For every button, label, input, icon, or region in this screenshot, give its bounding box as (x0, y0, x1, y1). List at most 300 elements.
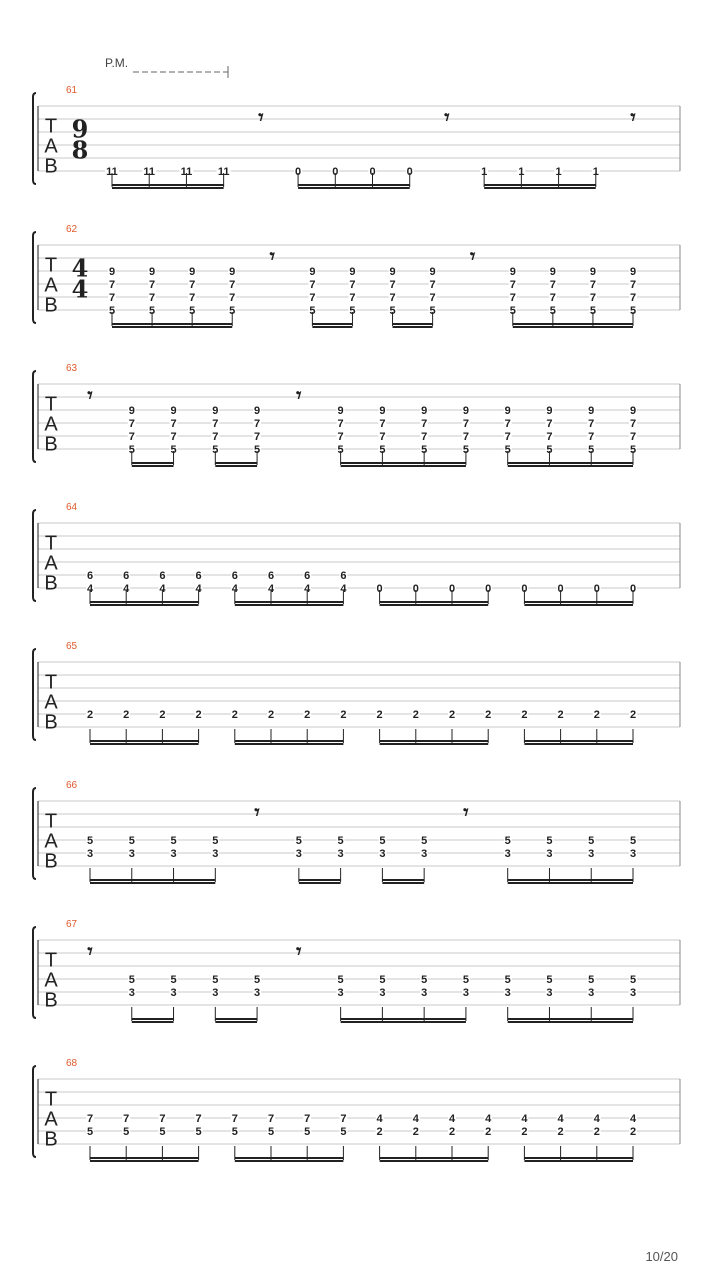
fret-number: 6 (267, 570, 275, 582)
tab-clef-letter: T (44, 1088, 58, 1111)
beam (341, 465, 466, 467)
fret-number: 2 (412, 709, 419, 721)
fret-number: 3 (379, 848, 386, 860)
staff-bracket (33, 93, 36, 184)
tab-clef-letter: B (44, 294, 58, 317)
fret-number: 5 (123, 1126, 130, 1138)
eighth-rest: 𝄾 (258, 105, 264, 129)
fret-number: 2 (412, 1126, 419, 1138)
fret-number: 4 (123, 583, 130, 595)
fret-number: 9 (108, 266, 116, 278)
fret-number: 2 (86, 709, 94, 721)
fret-number: 7 (108, 279, 116, 291)
beam (90, 601, 199, 603)
fret-number: 2 (304, 709, 311, 721)
fret-number: 5 (309, 305, 316, 317)
fret-number: 7 (229, 279, 236, 291)
fret-number: 4 (340, 583, 347, 595)
fret-number: 4 (304, 583, 311, 595)
fret-number: 7 (254, 431, 261, 443)
fret-number: 1 (481, 166, 488, 178)
eighth-rest: 𝄾 (87, 383, 93, 407)
fret-number: 5 (546, 835, 553, 847)
fret-number: 4 (376, 1113, 383, 1125)
fret-number: 5 (421, 835, 428, 847)
fret-number: 11 (106, 166, 118, 178)
tab-clef-letter: B (44, 850, 58, 873)
fret-number: 9 (229, 266, 236, 278)
beam (312, 326, 352, 328)
fret-number: 5 (254, 974, 261, 986)
tab-clef-letter: A (44, 552, 58, 575)
fret-number: 5 (504, 444, 511, 456)
beam (524, 740, 633, 742)
fret-number: 9 (421, 405, 428, 417)
fret-number: 3 (379, 987, 386, 999)
beam (380, 601, 489, 603)
fret-number: 6 (340, 570, 347, 582)
fret-number: 5 (86, 835, 94, 847)
eighth-rest: 𝄾 (87, 939, 93, 963)
fret-number: 9 (588, 405, 595, 417)
fret-number: 7 (629, 418, 637, 430)
tab-clef-letter: B (44, 1128, 58, 1151)
beam (382, 882, 424, 884)
beam (508, 465, 633, 467)
fret-number: 7 (340, 1113, 347, 1125)
fret-number: 3 (588, 848, 595, 860)
fret-number: 7 (379, 418, 386, 430)
fret-number: 5 (462, 444, 469, 456)
staff-bracket (33, 232, 36, 323)
fret-number: 3 (546, 848, 553, 860)
fret-number: 7 (429, 292, 436, 304)
eighth-rest: 𝄾 (269, 244, 275, 268)
fret-number: 5 (195, 1126, 202, 1138)
fret-number: 0 (521, 583, 528, 595)
fret-number: 9 (170, 405, 177, 417)
staff-bracket (33, 649, 36, 740)
beam (380, 604, 489, 606)
fret-number: 7 (429, 279, 436, 291)
fret-number: 4 (412, 1113, 419, 1125)
fret-number: 3 (421, 987, 428, 999)
tab-clef-letter: T (44, 532, 58, 555)
fret-number: 5 (379, 974, 386, 986)
fret-number: 7 (189, 279, 196, 291)
fret-number: 5 (379, 444, 386, 456)
fret-number: 7 (123, 1113, 130, 1125)
fret-number: 9 (429, 266, 436, 278)
bar-number: 61 (66, 85, 78, 96)
beam (235, 740, 344, 742)
fret-number: 5 (546, 444, 553, 456)
fret-number: 5 (231, 1126, 238, 1138)
beam (513, 323, 633, 325)
tab-clef-letter: T (44, 810, 58, 833)
fret-number: 7 (229, 292, 236, 304)
fret-number: 5 (589, 305, 596, 317)
beam (312, 323, 352, 325)
bar-number: 64 (66, 502, 78, 513)
fret-number: 9 (504, 405, 511, 417)
fret-number: 5 (504, 835, 511, 847)
fret-number: 2 (629, 1126, 637, 1138)
beam (484, 187, 596, 189)
time-signature-digit: 4 (71, 253, 89, 283)
fret-number: 7 (462, 431, 469, 443)
tab-clef-letter: B (44, 572, 58, 595)
tab-clef-letter: A (44, 1108, 58, 1131)
fret-number: 7 (128, 418, 135, 430)
staff-bracket (33, 510, 36, 601)
fret-number: 5 (379, 835, 386, 847)
fret-number: 1 (518, 166, 525, 178)
beam (132, 1018, 174, 1020)
fret-number: 7 (588, 431, 595, 443)
fret-number: 7 (504, 418, 511, 430)
beam (90, 743, 199, 745)
fret-number: 5 (389, 305, 396, 317)
fret-number: 4 (86, 583, 94, 595)
fret-number: 9 (149, 266, 156, 278)
fret-number: 9 (589, 266, 596, 278)
fret-number: 5 (170, 974, 177, 986)
fret-number: 5 (629, 444, 637, 456)
fret-number: 7 (462, 418, 469, 430)
fret-number: 5 (629, 305, 637, 317)
beam (380, 743, 489, 745)
beam (235, 743, 344, 745)
fret-number: 7 (231, 1113, 238, 1125)
fret-number: 11 (217, 166, 230, 178)
beam (90, 604, 199, 606)
fret-number: 0 (557, 583, 564, 595)
fret-number: 5 (304, 1126, 311, 1138)
fret-number: 6 (304, 570, 311, 582)
fret-number: 3 (504, 848, 511, 860)
fret-number: 3 (212, 987, 219, 999)
staff-bracket (33, 788, 36, 879)
fret-number: 4 (557, 1113, 564, 1125)
fret-number: 9 (509, 266, 516, 278)
fret-number: 9 (309, 266, 316, 278)
fret-number: 5 (337, 444, 344, 456)
fret-number: 2 (448, 709, 456, 721)
beam (299, 882, 341, 884)
beam (90, 1157, 199, 1159)
beam (215, 1021, 257, 1023)
fret-number: 6 (123, 570, 130, 582)
fret-number: 5 (149, 305, 156, 317)
beam (90, 879, 215, 881)
fret-number: 4 (521, 1113, 528, 1125)
fret-number: 5 (421, 444, 428, 456)
fret-number: 5 (549, 305, 556, 317)
fret-number: 0 (376, 583, 383, 595)
fret-number: 5 (212, 444, 219, 456)
fret-number: 9 (337, 405, 344, 417)
fret-number: 0 (369, 166, 376, 178)
fret-number: 6 (231, 570, 238, 582)
fret-number: 2 (485, 1126, 492, 1138)
beam (380, 740, 489, 742)
fret-number: 5 (421, 974, 428, 986)
fret-number: 5 (509, 305, 516, 317)
fret-number: 9 (379, 405, 386, 417)
tab-clef-letter: T (44, 949, 58, 972)
fret-number: 0 (332, 166, 339, 178)
tab-clef-letter: T (44, 393, 58, 416)
fret-number: 7 (170, 418, 177, 430)
fret-number: 2 (231, 709, 238, 721)
beam (393, 326, 433, 328)
beam (382, 879, 424, 881)
fret-number: 5 (629, 835, 637, 847)
fret-number: 9 (549, 266, 556, 278)
fret-number: 7 (546, 418, 553, 430)
fret-number: 4 (159, 583, 166, 595)
fret-number: 5 (170, 444, 177, 456)
beam (524, 1157, 633, 1159)
tab-clef-letter: A (44, 274, 58, 297)
fret-number: 5 (504, 974, 511, 986)
eighth-rest: 𝄾 (470, 244, 476, 268)
eighth-rest: 𝄾 (296, 939, 302, 963)
beam (90, 882, 215, 884)
beam (235, 604, 344, 606)
fret-number: 2 (376, 1126, 383, 1138)
beam (112, 187, 224, 189)
fret-number: 7 (149, 292, 156, 304)
beam (508, 1021, 633, 1023)
fret-number: 7 (549, 292, 556, 304)
fret-number: 7 (546, 431, 553, 443)
fret-number: 5 (588, 835, 595, 847)
fret-number: 4 (267, 583, 275, 595)
fret-number: 4 (485, 1113, 492, 1125)
fret-number: 0 (295, 166, 302, 178)
fret-number: 7 (629, 292, 637, 304)
fret-number: 9 (128, 405, 135, 417)
bar-number: 63 (66, 363, 78, 374)
fret-number: 3 (462, 987, 469, 999)
fret-number: 7 (349, 292, 356, 304)
fret-number: 5 (462, 974, 469, 986)
fret-number: 9 (212, 405, 219, 417)
fret-number: 6 (195, 570, 202, 582)
beam (508, 462, 633, 464)
fret-number: 4 (629, 1113, 637, 1125)
beam (112, 323, 232, 325)
fret-number: 3 (629, 987, 637, 999)
fret-number: 3 (254, 987, 261, 999)
fret-number: 5 (229, 305, 236, 317)
fret-number: 9 (629, 266, 637, 278)
beam (524, 604, 633, 606)
fret-number: 0 (593, 583, 600, 595)
fret-number: 5 (108, 305, 116, 317)
tab-clef-letter: T (44, 254, 58, 277)
fret-number: 9 (462, 405, 469, 417)
eighth-rest: 𝄾 (630, 105, 636, 129)
tab-clef-letter: B (44, 989, 58, 1012)
fret-number: 5 (86, 1126, 94, 1138)
fret-number: 3 (128, 987, 135, 999)
staff-bracket (33, 927, 36, 1018)
fret-number: 0 (412, 583, 419, 595)
fret-number: 7 (549, 279, 556, 291)
fret-number: 6 (86, 570, 94, 582)
palm-mute-label: P.M. (105, 56, 129, 70)
fret-number: 7 (170, 431, 177, 443)
fret-number: 2 (195, 709, 202, 721)
tab-clef-letter: A (44, 830, 58, 853)
fret-number: 5 (429, 305, 436, 317)
eighth-rest: 𝄾 (463, 800, 469, 824)
fret-number: 3 (588, 987, 595, 999)
fret-number: 5 (212, 835, 219, 847)
fret-number: 5 (588, 974, 595, 986)
eighth-rest: 𝄾 (254, 800, 260, 824)
fret-number: 3 (337, 987, 344, 999)
bar-number: 65 (66, 641, 78, 652)
beam (484, 184, 596, 186)
bar-number: 62 (66, 224, 78, 235)
fret-number: 7 (589, 279, 596, 291)
tab-clef-letter: B (44, 155, 58, 178)
fret-number: 7 (337, 418, 344, 430)
beam (235, 1157, 344, 1159)
eighth-rest: 𝄾 (444, 105, 450, 129)
fret-number: 7 (86, 1113, 94, 1125)
fret-number: 11 (143, 166, 156, 178)
time-signature-digit: 4 (71, 274, 89, 304)
time-signature-digit: 9 (71, 114, 89, 144)
fret-number: 5 (349, 305, 356, 317)
beam (524, 743, 633, 745)
fret-number: 3 (337, 848, 344, 860)
beam (215, 462, 257, 464)
fret-number: 7 (212, 431, 219, 443)
fret-number: 2 (593, 1126, 600, 1138)
fret-number: 2 (521, 709, 528, 721)
fret-number: 2 (485, 709, 492, 721)
fret-number: 7 (128, 431, 135, 443)
fret-number: 5 (159, 1126, 166, 1138)
fret-number: 2 (159, 709, 166, 721)
bar-number: 67 (66, 919, 78, 930)
beam (90, 740, 199, 742)
beam (380, 1157, 489, 1159)
fret-number: 2 (557, 1126, 564, 1138)
fret-number: 4 (593, 1113, 600, 1125)
fret-number: 7 (212, 418, 219, 430)
fret-number: 5 (546, 974, 553, 986)
beam (341, 462, 466, 464)
beam (299, 879, 341, 881)
fret-number: 5 (128, 444, 135, 456)
fret-number: 7 (589, 292, 596, 304)
fret-number: 7 (389, 279, 396, 291)
fret-number: 5 (340, 1126, 347, 1138)
fret-number: 7 (588, 418, 595, 430)
beam (112, 326, 232, 328)
fret-number: 3 (86, 848, 94, 860)
fret-number: 1 (555, 166, 562, 178)
beam (90, 1160, 199, 1162)
fret-number: 5 (254, 444, 261, 456)
fret-number: 2 (376, 709, 383, 721)
beam (235, 1160, 344, 1162)
fret-number: 7 (309, 292, 316, 304)
fret-number: 2 (448, 1126, 456, 1138)
fret-number: 3 (170, 848, 177, 860)
beam (508, 882, 633, 884)
fret-number: 7 (629, 279, 637, 291)
fret-number: 1 (592, 166, 599, 178)
tab-clef-letter: T (44, 671, 58, 694)
beam (215, 465, 257, 467)
fret-number: 9 (546, 405, 553, 417)
fret-number: 5 (295, 835, 302, 847)
fret-number: 3 (421, 848, 428, 860)
fret-number: 3 (629, 848, 637, 860)
tab-clef-letter: B (44, 711, 58, 734)
fret-number: 7 (421, 418, 428, 430)
tab-clef-letter: A (44, 691, 58, 714)
fret-number: 7 (108, 292, 116, 304)
beam (215, 1018, 257, 1020)
beam (132, 1021, 174, 1023)
fret-number: 3 (128, 848, 135, 860)
fret-number: 7 (309, 279, 316, 291)
fret-number: 7 (149, 279, 156, 291)
fret-number: 2 (629, 709, 637, 721)
beam (393, 323, 433, 325)
tab-clef-letter: A (44, 969, 58, 992)
fret-number: 2 (340, 709, 347, 721)
fret-number: 7 (267, 1113, 275, 1125)
fret-number: 4 (448, 1113, 456, 1125)
fret-number: 7 (421, 431, 428, 443)
beam (513, 326, 633, 328)
fret-number: 5 (337, 835, 344, 847)
fret-number: 9 (254, 405, 261, 417)
fret-number: 5 (128, 974, 135, 986)
beam (298, 187, 410, 189)
fret-number: 2 (593, 709, 600, 721)
fret-number: 0 (485, 583, 492, 595)
fret-number: 11 (180, 166, 193, 178)
fret-number: 5 (337, 974, 344, 986)
beam (132, 465, 174, 467)
fret-number: 5 (629, 974, 637, 986)
fret-number: 9 (629, 405, 637, 417)
fret-number: 5 (170, 835, 177, 847)
fret-number: 7 (504, 431, 511, 443)
fret-number: 7 (189, 292, 196, 304)
fret-number: 7 (337, 431, 344, 443)
eighth-rest: 𝄾 (296, 383, 302, 407)
beam (508, 1018, 633, 1020)
tab-clef-letter: B (44, 433, 58, 456)
beam (298, 184, 410, 186)
fret-number: 9 (349, 266, 356, 278)
fret-number: 5 (189, 305, 196, 317)
fret-number: 3 (170, 987, 177, 999)
beam (132, 462, 174, 464)
